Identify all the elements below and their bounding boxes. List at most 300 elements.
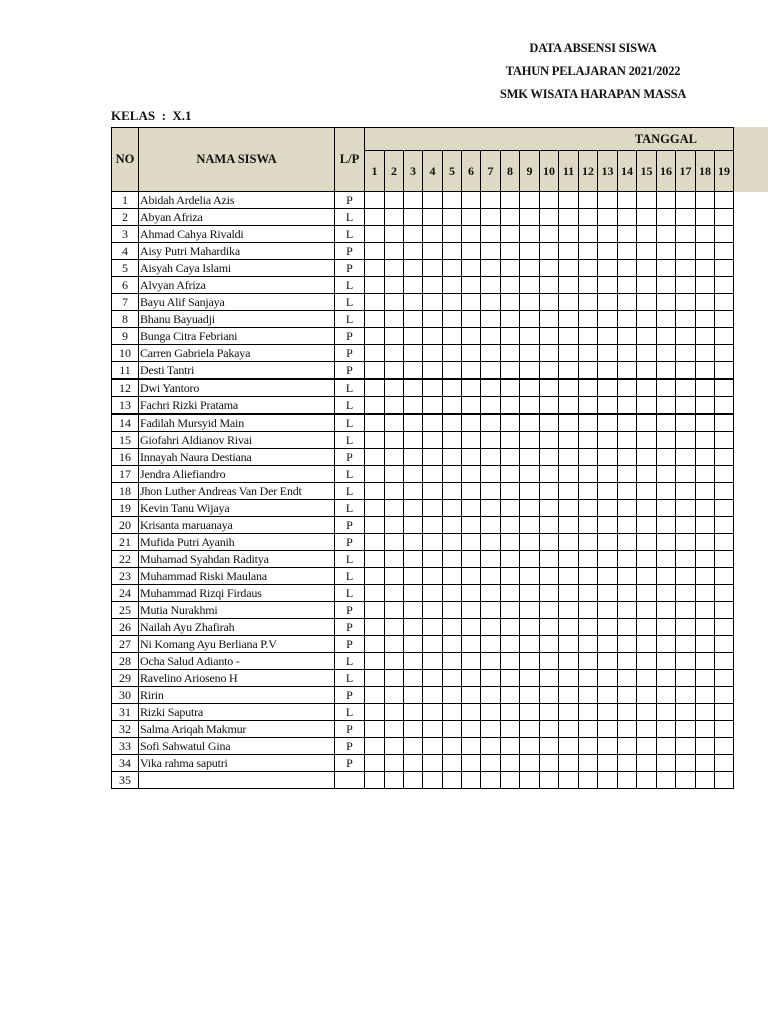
attendance-cell[interactable] xyxy=(404,466,423,483)
attendance-cell[interactable] xyxy=(657,328,676,345)
attendance-cell[interactable] xyxy=(481,294,501,311)
attendance-cell[interactable] xyxy=(579,277,598,294)
attendance-cell[interactable] xyxy=(637,585,657,602)
attendance-cell[interactable] xyxy=(481,397,501,415)
attendance-cell[interactable] xyxy=(501,670,520,687)
attendance-cell[interactable] xyxy=(443,311,462,328)
attendance-cell[interactable] xyxy=(501,636,520,653)
attendance-cell[interactable] xyxy=(676,619,696,636)
attendance-cell[interactable] xyxy=(696,500,715,517)
attendance-cell[interactable] xyxy=(385,243,404,260)
attendance-cell[interactable] xyxy=(501,209,520,226)
attendance-cell[interactable] xyxy=(637,243,657,260)
attendance-cell[interactable] xyxy=(559,602,579,619)
attendance-cell[interactable] xyxy=(579,585,598,602)
attendance-cell[interactable] xyxy=(481,619,501,636)
attendance-cell[interactable] xyxy=(540,328,559,345)
attendance-cell[interactable] xyxy=(520,670,540,687)
attendance-cell[interactable] xyxy=(676,192,696,209)
attendance-cell[interactable] xyxy=(404,345,423,362)
attendance-cell[interactable] xyxy=(598,602,618,619)
attendance-cell[interactable] xyxy=(579,517,598,534)
attendance-cell[interactable] xyxy=(618,243,637,260)
attendance-cell[interactable] xyxy=(676,414,696,432)
attendance-cell[interactable] xyxy=(657,517,676,534)
attendance-cell[interactable] xyxy=(676,602,696,619)
attendance-cell[interactable] xyxy=(520,585,540,602)
attendance-cell[interactable] xyxy=(540,721,559,738)
attendance-cell[interactable] xyxy=(385,704,404,721)
attendance-cell[interactable] xyxy=(579,466,598,483)
attendance-cell[interactable] xyxy=(404,277,423,294)
attendance-cell[interactable] xyxy=(637,568,657,585)
attendance-cell[interactable] xyxy=(501,226,520,243)
attendance-cell[interactable] xyxy=(696,226,715,243)
attendance-cell[interactable] xyxy=(423,192,443,209)
attendance-cell[interactable] xyxy=(385,602,404,619)
attendance-cell[interactable] xyxy=(540,311,559,328)
attendance-cell[interactable] xyxy=(462,311,481,328)
attendance-cell[interactable] xyxy=(657,772,676,789)
attendance-cell[interactable] xyxy=(404,311,423,328)
attendance-cell[interactable] xyxy=(618,500,637,517)
attendance-cell[interactable] xyxy=(481,192,501,209)
attendance-cell[interactable] xyxy=(676,653,696,670)
attendance-cell[interactable] xyxy=(715,551,734,568)
attendance-cell[interactable] xyxy=(696,517,715,534)
attendance-cell[interactable] xyxy=(579,449,598,466)
attendance-cell[interactable] xyxy=(618,362,637,380)
attendance-cell[interactable] xyxy=(540,449,559,466)
attendance-cell[interactable] xyxy=(559,362,579,380)
attendance-cell[interactable] xyxy=(404,500,423,517)
attendance-cell[interactable] xyxy=(443,670,462,687)
attendance-cell[interactable] xyxy=(598,687,618,704)
attendance-cell[interactable] xyxy=(385,653,404,670)
attendance-cell[interactable] xyxy=(520,277,540,294)
attendance-cell[interactable] xyxy=(365,619,385,636)
attendance-cell[interactable] xyxy=(481,500,501,517)
attendance-cell[interactable] xyxy=(637,260,657,277)
attendance-cell[interactable] xyxy=(481,379,501,397)
attendance-cell[interactable] xyxy=(443,466,462,483)
attendance-cell[interactable] xyxy=(618,311,637,328)
attendance-cell[interactable] xyxy=(365,721,385,738)
attendance-cell[interactable] xyxy=(443,432,462,449)
attendance-cell[interactable] xyxy=(579,243,598,260)
attendance-cell[interactable] xyxy=(481,311,501,328)
attendance-cell[interactable] xyxy=(598,397,618,415)
attendance-cell[interactable] xyxy=(637,277,657,294)
attendance-cell[interactable] xyxy=(520,721,540,738)
attendance-cell[interactable] xyxy=(501,328,520,345)
attendance-cell[interactable] xyxy=(715,687,734,704)
attendance-cell[interactable] xyxy=(559,687,579,704)
attendance-cell[interactable] xyxy=(443,449,462,466)
attendance-cell[interactable] xyxy=(637,311,657,328)
attendance-cell[interactable] xyxy=(365,397,385,415)
attendance-cell[interactable] xyxy=(501,345,520,362)
attendance-cell[interactable] xyxy=(462,466,481,483)
attendance-cell[interactable] xyxy=(618,568,637,585)
attendance-cell[interactable] xyxy=(676,755,696,772)
attendance-cell[interactable] xyxy=(404,568,423,585)
attendance-cell[interactable] xyxy=(501,517,520,534)
attendance-cell[interactable] xyxy=(559,568,579,585)
attendance-cell[interactable] xyxy=(676,432,696,449)
attendance-cell[interactable] xyxy=(501,260,520,277)
attendance-cell[interactable] xyxy=(365,449,385,466)
attendance-cell[interactable] xyxy=(385,483,404,500)
attendance-cell[interactable] xyxy=(423,483,443,500)
attendance-cell[interactable] xyxy=(443,328,462,345)
attendance-cell[interactable] xyxy=(385,345,404,362)
attendance-cell[interactable] xyxy=(559,534,579,551)
attendance-cell[interactable] xyxy=(598,466,618,483)
attendance-cell[interactable] xyxy=(423,414,443,432)
attendance-cell[interactable] xyxy=(385,362,404,380)
attendance-cell[interactable] xyxy=(559,466,579,483)
attendance-cell[interactable] xyxy=(462,226,481,243)
attendance-cell[interactable] xyxy=(423,687,443,704)
attendance-cell[interactable] xyxy=(540,414,559,432)
attendance-cell[interactable] xyxy=(481,755,501,772)
attendance-cell[interactable] xyxy=(696,414,715,432)
attendance-cell[interactable] xyxy=(559,585,579,602)
attendance-cell[interactable] xyxy=(715,704,734,721)
attendance-cell[interactable] xyxy=(715,294,734,311)
attendance-cell[interactable] xyxy=(443,260,462,277)
attendance-cell[interactable] xyxy=(501,277,520,294)
attendance-cell[interactable] xyxy=(579,209,598,226)
attendance-cell[interactable] xyxy=(385,687,404,704)
attendance-cell[interactable] xyxy=(520,362,540,380)
attendance-cell[interactable] xyxy=(618,328,637,345)
attendance-cell[interactable] xyxy=(385,414,404,432)
attendance-cell[interactable] xyxy=(462,483,481,500)
attendance-cell[interactable] xyxy=(520,687,540,704)
attendance-cell[interactable] xyxy=(696,345,715,362)
attendance-cell[interactable] xyxy=(540,260,559,277)
attendance-cell[interactable] xyxy=(481,721,501,738)
attendance-cell[interactable] xyxy=(462,687,481,704)
attendance-cell[interactable] xyxy=(657,277,676,294)
attendance-cell[interactable] xyxy=(520,619,540,636)
attendance-cell[interactable] xyxy=(696,277,715,294)
attendance-cell[interactable] xyxy=(559,636,579,653)
attendance-cell[interactable] xyxy=(618,585,637,602)
attendance-cell[interactable] xyxy=(579,379,598,397)
attendance-cell[interactable] xyxy=(657,466,676,483)
attendance-cell[interactable] xyxy=(657,449,676,466)
attendance-cell[interactable] xyxy=(579,192,598,209)
attendance-cell[interactable] xyxy=(501,243,520,260)
attendance-cell[interactable] xyxy=(501,755,520,772)
attendance-cell[interactable] xyxy=(715,500,734,517)
attendance-cell[interactable] xyxy=(618,772,637,789)
attendance-cell[interactable] xyxy=(385,755,404,772)
attendance-cell[interactable] xyxy=(657,483,676,500)
attendance-cell[interactable] xyxy=(423,602,443,619)
attendance-cell[interactable] xyxy=(618,551,637,568)
attendance-cell[interactable] xyxy=(637,192,657,209)
attendance-cell[interactable] xyxy=(637,721,657,738)
attendance-cell[interactable] xyxy=(385,260,404,277)
attendance-cell[interactable] xyxy=(501,362,520,380)
attendance-cell[interactable] xyxy=(598,432,618,449)
attendance-cell[interactable] xyxy=(385,619,404,636)
attendance-cell[interactable] xyxy=(520,243,540,260)
attendance-cell[interactable] xyxy=(657,397,676,415)
attendance-cell[interactable] xyxy=(481,670,501,687)
attendance-cell[interactable] xyxy=(404,192,423,209)
attendance-cell[interactable] xyxy=(520,328,540,345)
attendance-cell[interactable] xyxy=(618,379,637,397)
attendance-cell[interactable] xyxy=(423,466,443,483)
attendance-cell[interactable] xyxy=(598,345,618,362)
attendance-cell[interactable] xyxy=(501,466,520,483)
attendance-cell[interactable] xyxy=(365,687,385,704)
attendance-cell[interactable] xyxy=(462,721,481,738)
attendance-cell[interactable] xyxy=(423,636,443,653)
attendance-cell[interactable] xyxy=(657,738,676,755)
attendance-cell[interactable] xyxy=(657,636,676,653)
attendance-cell[interactable] xyxy=(598,636,618,653)
attendance-cell[interactable] xyxy=(462,602,481,619)
attendance-cell[interactable] xyxy=(481,585,501,602)
attendance-cell[interactable] xyxy=(579,328,598,345)
attendance-cell[interactable] xyxy=(365,209,385,226)
attendance-cell[interactable] xyxy=(501,772,520,789)
attendance-cell[interactable] xyxy=(501,534,520,551)
attendance-cell[interactable] xyxy=(715,721,734,738)
attendance-cell[interactable] xyxy=(618,397,637,415)
attendance-cell[interactable] xyxy=(443,568,462,585)
attendance-cell[interactable] xyxy=(404,585,423,602)
attendance-cell[interactable] xyxy=(443,362,462,380)
attendance-cell[interactable] xyxy=(676,466,696,483)
attendance-cell[interactable] xyxy=(404,294,423,311)
attendance-cell[interactable] xyxy=(443,517,462,534)
attendance-cell[interactable] xyxy=(501,687,520,704)
attendance-cell[interactable] xyxy=(423,653,443,670)
attendance-cell[interactable] xyxy=(481,209,501,226)
attendance-cell[interactable] xyxy=(559,414,579,432)
attendance-cell[interactable] xyxy=(365,585,385,602)
attendance-cell[interactable] xyxy=(618,432,637,449)
attendance-cell[interactable] xyxy=(385,585,404,602)
attendance-cell[interactable] xyxy=(676,345,696,362)
attendance-cell[interactable] xyxy=(696,379,715,397)
attendance-cell[interactable] xyxy=(657,568,676,585)
attendance-cell[interactable] xyxy=(637,755,657,772)
attendance-cell[interactable] xyxy=(365,260,385,277)
attendance-cell[interactable] xyxy=(559,619,579,636)
attendance-cell[interactable] xyxy=(657,294,676,311)
attendance-cell[interactable] xyxy=(385,311,404,328)
attendance-cell[interactable] xyxy=(404,687,423,704)
attendance-cell[interactable] xyxy=(404,226,423,243)
attendance-cell[interactable] xyxy=(579,568,598,585)
attendance-cell[interactable] xyxy=(520,704,540,721)
attendance-cell[interactable] xyxy=(481,277,501,294)
attendance-cell[interactable] xyxy=(676,226,696,243)
attendance-cell[interactable] xyxy=(443,755,462,772)
attendance-cell[interactable] xyxy=(598,534,618,551)
attendance-cell[interactable] xyxy=(385,568,404,585)
attendance-cell[interactable] xyxy=(618,294,637,311)
attendance-cell[interactable] xyxy=(481,243,501,260)
attendance-cell[interactable] xyxy=(676,209,696,226)
attendance-cell[interactable] xyxy=(423,226,443,243)
attendance-cell[interactable] xyxy=(657,704,676,721)
attendance-cell[interactable] xyxy=(696,704,715,721)
attendance-cell[interactable] xyxy=(559,294,579,311)
attendance-cell[interactable] xyxy=(462,397,481,415)
attendance-cell[interactable] xyxy=(423,772,443,789)
attendance-cell[interactable] xyxy=(481,449,501,466)
attendance-cell[interactable] xyxy=(462,328,481,345)
attendance-cell[interactable] xyxy=(676,294,696,311)
attendance-cell[interactable] xyxy=(481,328,501,345)
attendance-cell[interactable] xyxy=(676,311,696,328)
attendance-cell[interactable] xyxy=(715,397,734,415)
attendance-cell[interactable] xyxy=(443,277,462,294)
attendance-cell[interactable] xyxy=(365,243,385,260)
attendance-cell[interactable] xyxy=(501,721,520,738)
attendance-cell[interactable] xyxy=(365,466,385,483)
attendance-cell[interactable] xyxy=(676,397,696,415)
attendance-cell[interactable] xyxy=(637,397,657,415)
attendance-cell[interactable] xyxy=(404,704,423,721)
attendance-cell[interactable] xyxy=(715,670,734,687)
attendance-cell[interactable] xyxy=(696,362,715,380)
attendance-cell[interactable] xyxy=(637,738,657,755)
attendance-cell[interactable] xyxy=(618,738,637,755)
attendance-cell[interactable] xyxy=(462,432,481,449)
attendance-cell[interactable] xyxy=(559,192,579,209)
attendance-cell[interactable] xyxy=(443,636,462,653)
attendance-cell[interactable] xyxy=(501,500,520,517)
attendance-cell[interactable] xyxy=(520,311,540,328)
attendance-cell[interactable] xyxy=(443,397,462,415)
attendance-cell[interactable] xyxy=(598,755,618,772)
attendance-cell[interactable] xyxy=(462,517,481,534)
attendance-cell[interactable] xyxy=(676,483,696,500)
attendance-cell[interactable] xyxy=(618,755,637,772)
attendance-cell[interactable] xyxy=(696,311,715,328)
attendance-cell[interactable] xyxy=(423,243,443,260)
attendance-cell[interactable] xyxy=(462,243,481,260)
attendance-cell[interactable] xyxy=(618,517,637,534)
attendance-cell[interactable] xyxy=(598,517,618,534)
attendance-cell[interactable] xyxy=(423,379,443,397)
attendance-cell[interactable] xyxy=(559,432,579,449)
attendance-cell[interactable] xyxy=(520,294,540,311)
attendance-cell[interactable] xyxy=(443,209,462,226)
attendance-cell[interactable] xyxy=(579,738,598,755)
attendance-cell[interactable] xyxy=(540,277,559,294)
attendance-cell[interactable] xyxy=(365,379,385,397)
attendance-cell[interactable] xyxy=(481,636,501,653)
attendance-cell[interactable] xyxy=(423,551,443,568)
attendance-cell[interactable] xyxy=(481,687,501,704)
attendance-cell[interactable] xyxy=(385,379,404,397)
attendance-cell[interactable] xyxy=(618,414,637,432)
attendance-cell[interactable] xyxy=(423,328,443,345)
attendance-cell[interactable] xyxy=(696,687,715,704)
attendance-cell[interactable] xyxy=(443,534,462,551)
attendance-cell[interactable] xyxy=(696,449,715,466)
attendance-cell[interactable] xyxy=(404,653,423,670)
attendance-cell[interactable] xyxy=(579,721,598,738)
attendance-cell[interactable] xyxy=(404,483,423,500)
attendance-cell[interactable] xyxy=(559,721,579,738)
attendance-cell[interactable] xyxy=(559,328,579,345)
attendance-cell[interactable] xyxy=(481,534,501,551)
attendance-cell[interactable] xyxy=(501,653,520,670)
attendance-cell[interactable] xyxy=(462,345,481,362)
attendance-cell[interactable] xyxy=(579,397,598,415)
attendance-cell[interactable] xyxy=(676,670,696,687)
attendance-cell[interactable] xyxy=(559,704,579,721)
attendance-cell[interactable] xyxy=(579,345,598,362)
attendance-cell[interactable] xyxy=(423,449,443,466)
attendance-cell[interactable] xyxy=(540,362,559,380)
attendance-cell[interactable] xyxy=(481,772,501,789)
attendance-cell[interactable] xyxy=(637,414,657,432)
attendance-cell[interactable] xyxy=(657,721,676,738)
attendance-cell[interactable] xyxy=(618,653,637,670)
attendance-cell[interactable] xyxy=(520,192,540,209)
attendance-cell[interactable] xyxy=(657,260,676,277)
attendance-cell[interactable] xyxy=(715,362,734,380)
attendance-cell[interactable] xyxy=(598,362,618,380)
attendance-cell[interactable] xyxy=(540,670,559,687)
attendance-cell[interactable] xyxy=(404,670,423,687)
attendance-cell[interactable] xyxy=(618,466,637,483)
attendance-cell[interactable] xyxy=(481,432,501,449)
attendance-cell[interactable] xyxy=(520,226,540,243)
attendance-cell[interactable] xyxy=(404,243,423,260)
attendance-cell[interactable] xyxy=(462,209,481,226)
attendance-cell[interactable] xyxy=(637,653,657,670)
attendance-cell[interactable] xyxy=(443,243,462,260)
attendance-cell[interactable] xyxy=(657,585,676,602)
attendance-cell[interactable] xyxy=(637,619,657,636)
attendance-cell[interactable] xyxy=(385,192,404,209)
attendance-cell[interactable] xyxy=(365,226,385,243)
attendance-cell[interactable] xyxy=(423,311,443,328)
attendance-cell[interactable] xyxy=(540,466,559,483)
attendance-cell[interactable] xyxy=(579,226,598,243)
attendance-cell[interactable] xyxy=(501,704,520,721)
attendance-cell[interactable] xyxy=(598,311,618,328)
attendance-cell[interactable] xyxy=(715,517,734,534)
attendance-cell[interactable] xyxy=(540,534,559,551)
attendance-cell[interactable] xyxy=(696,328,715,345)
attendance-cell[interactable] xyxy=(462,192,481,209)
attendance-cell[interactable] xyxy=(657,311,676,328)
attendance-cell[interactable] xyxy=(637,517,657,534)
attendance-cell[interactable] xyxy=(637,345,657,362)
attendance-cell[interactable] xyxy=(520,534,540,551)
attendance-cell[interactable] xyxy=(676,585,696,602)
attendance-cell[interactable] xyxy=(443,483,462,500)
attendance-cell[interactable] xyxy=(462,636,481,653)
attendance-cell[interactable] xyxy=(637,226,657,243)
attendance-cell[interactable] xyxy=(443,653,462,670)
